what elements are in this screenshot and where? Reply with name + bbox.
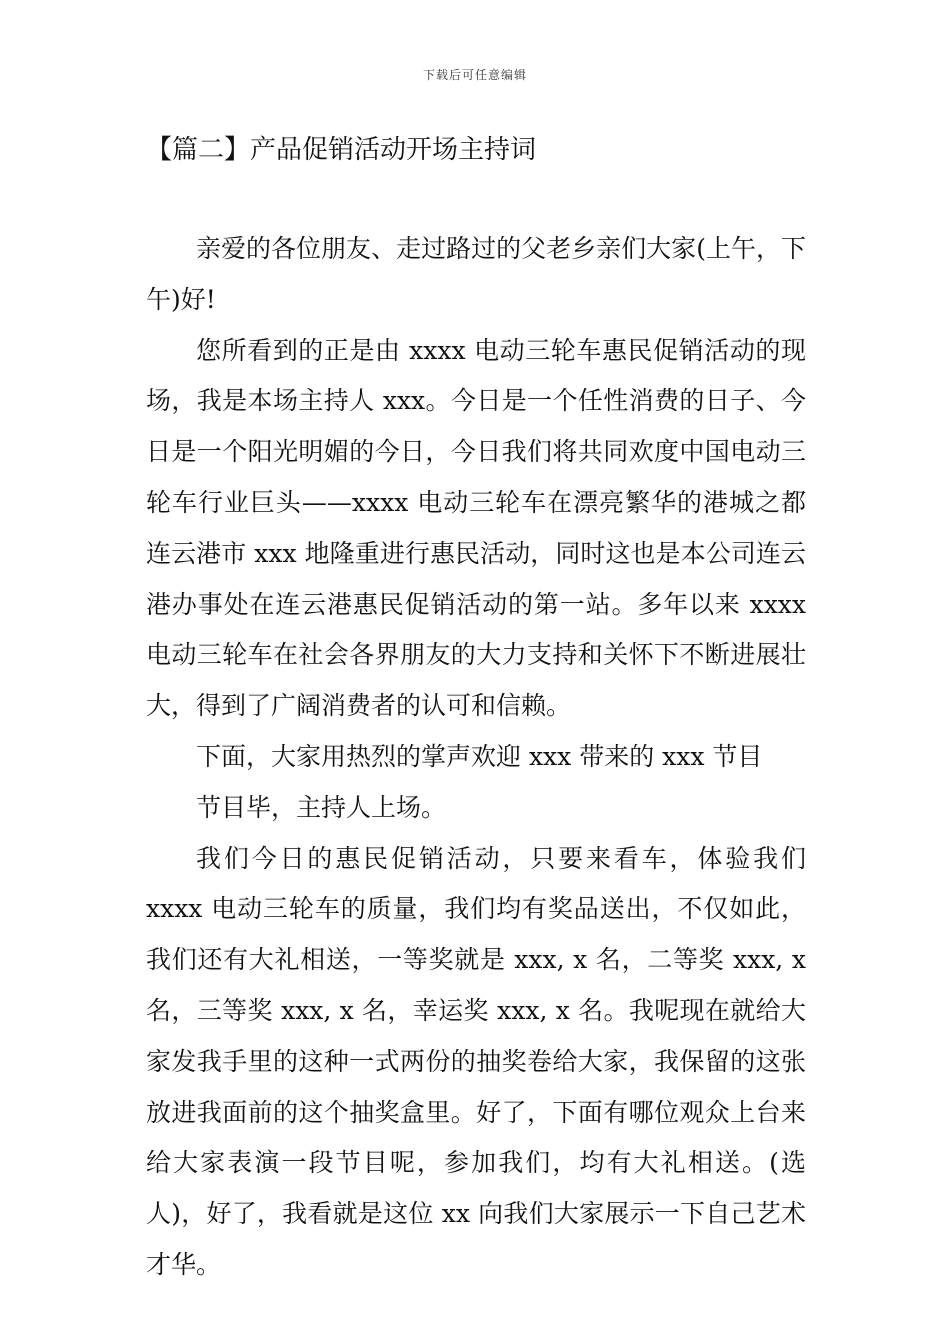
paragraph-greeting: 亲爱的各位朋友、走过路过的父老乡亲们大家(上午，下午)好! xyxy=(146,234,806,314)
paragraph-introduction: 您所看到的正是由 xxxx 电动三轮车惠民促销活动的现场，我是本场主持人 xxx。今日是一个任性消费的日子、今日是一个阳光明媚的今日，今日我们将共同欢度中国电动三轮车行业巨头——xxxx 电动三轮车在漂亮繁华的港城之都连云港市 xxx 地隆重进行惠民活动，同时这也是本公司连云港办事处在连云港惠民促销活动的第一站。多年以来 xxxx 电动三轮车在社会各界朋友的大力支持和关怀下不断进展壮大，得到了广阔消费者的认可和信赖。 xyxy=(146,335,806,721)
header-note: 下载后可任意编辑 xyxy=(422,68,527,82)
paragraph-host-return: 节目毕，主持人上场。 xyxy=(196,792,447,822)
document-body xyxy=(146,224,806,1291)
paragraph-program-intro: 下面，大家用热烈的掌声欢迎 xxx 带来的 xxx 节目 xyxy=(196,741,763,771)
paragraph-prizes: 我们今日的惠民促销活动，只要来看车，体验我们 xxxx 电动三轮车的质量，我们均有奖品送出，不仅如此，我们还有大礼相送，一等奖就是 xxx, x 名，二等奖 xxx, x 名，三等奖 xxx, x 名，幸运奖 xxx, x 名。我呢现在就给大家发我手里的这种一式两份的抽奖卷给大家，我保留的这张放进我面前的这个抽奖盒里。好了，下面有哪位观众上台来给大家表演一段节目呢，参加我们，均有大礼相送。(选人)，好了，我看就是这位 xx 向我们大家展示一下自己艺术才华。 xyxy=(146,843,806,1279)
document-title: 【篇二】产品促销活动开场主持词 xyxy=(146,135,537,165)
